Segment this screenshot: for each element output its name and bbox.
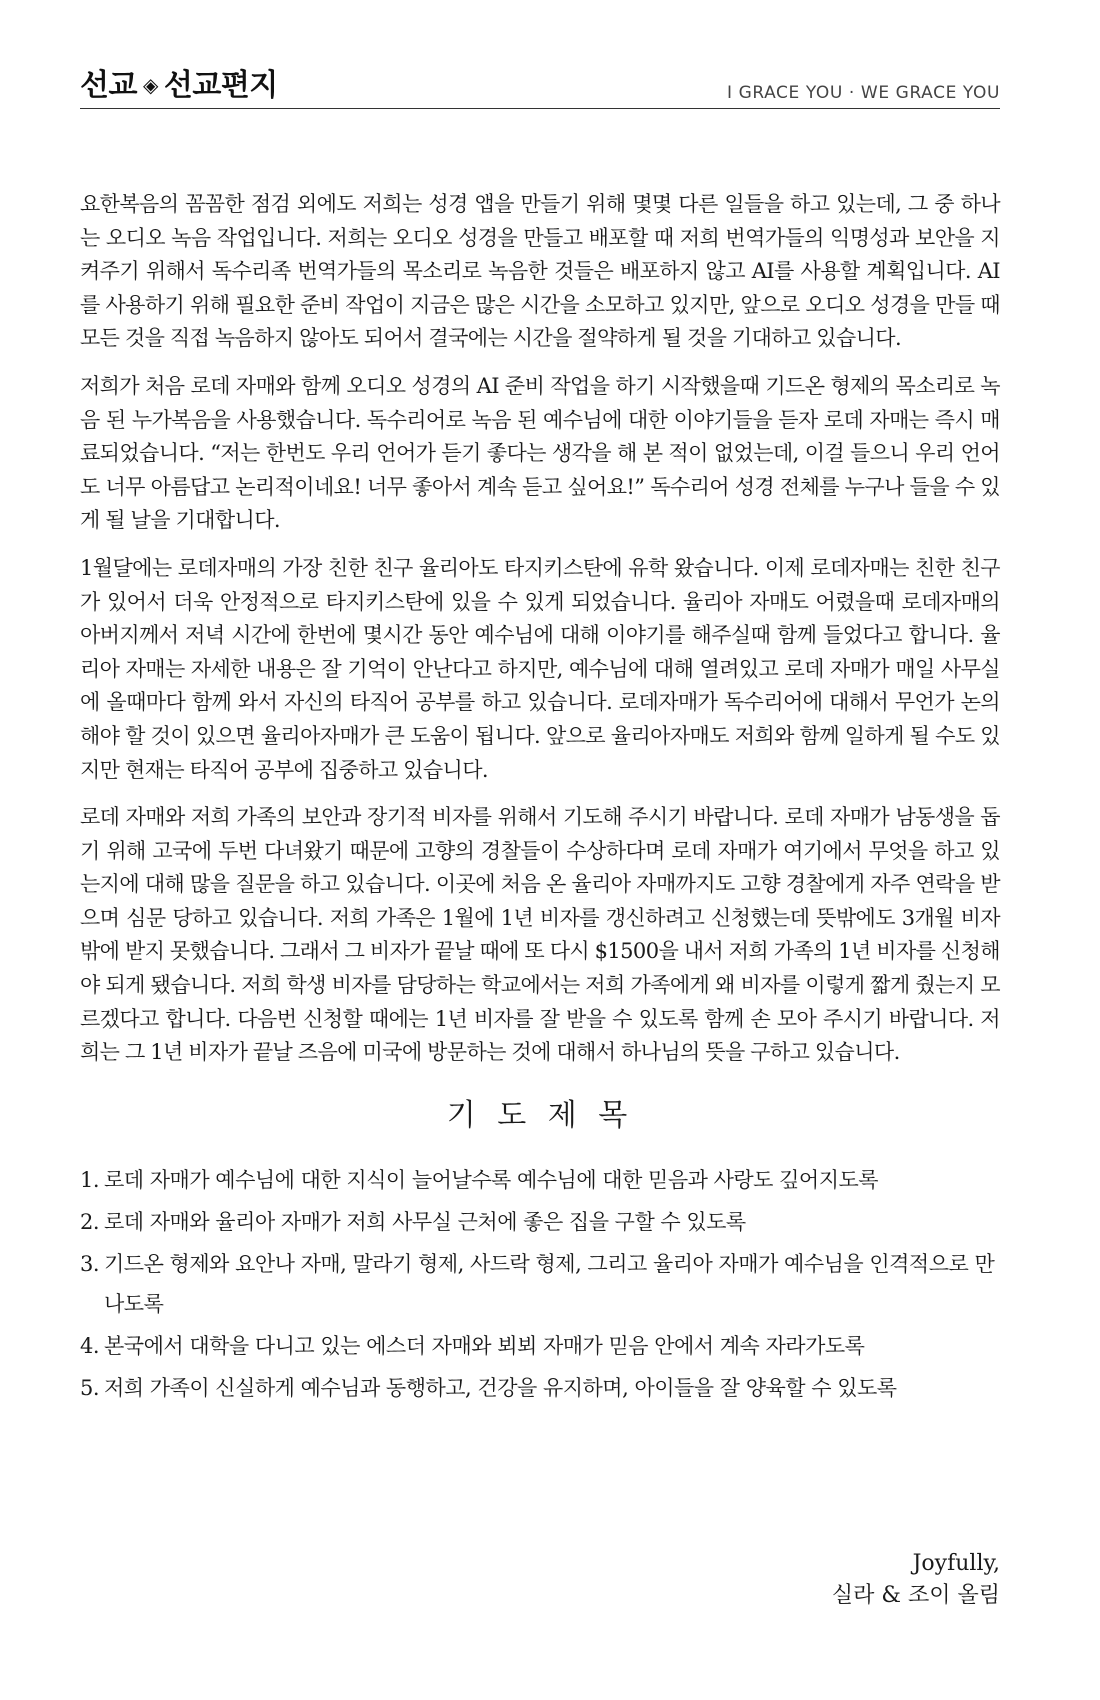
signature-text: 실라 & 조이 올림 [831, 1583, 1000, 1608]
paragraph-visa-request: 로데 자매와 저희 가족의 보안과 장기적 비자를 위해서 기도해 주시기 바랍니다. 로데 자매가 남동생을 돕기 위해 고국에 두번 다녀왔기 때문에 고향의 경찰들이 수상하다며 로데 자매가 여기에서 무엇을 하고 있는지에 대해 많을 질문을 하고 있습니다. 이곳에 처음 온 율리아 자매까지도 고향 경찰에게 자주 연락을 받으며 심문 당하고 있습니다. 저희 가족은 1월에 1년 비자를 갱신하려고 신청했는데 뜻밖에도 3개월 비자 밖에 받지 못했습니다. 그래서 그 비자가 끝날 때에 또 다시 $1500을 내서 저희 가족의 1년 비자를 신청해야 되게 됐습니다. 저희 학생 비자를 담당하는 학교에서는 저희 가족에게 왜 비자를 이렇게 짧게 줬는지 모르겠다고 합니다. 다음번 신청할 때에는 1년 비자를 잘 받을 수 있도록 함께 손 모아 주시기 바랍니다. 저희는 그 1년 비자가 끝날 즈음에 미국에 방문하는 것에 대해서 하나님의 뜻을 구하고 있습니다. [80, 805, 1000, 1065]
prayer-list [80, 1160, 1000, 1408]
header-tagline: I GRACE YOU · WE GRACE YOU [726, 83, 1000, 103]
prayer-item [80, 1160, 1000, 1200]
paragraph-ai-preparation: 저희가 처음 로데 자매와 함께 오디오 성경의 AI 준비 작업을 하기 시작했을때 기드온 형제의 목소리로 녹음 된 누가복음을 사용했습니다. 독수리어로 녹음 된 예수님에 대한 이야기들을 듣자 로데 자매는 즉시 매료되었습니다. “저는 한번도 우리 언어가 듣기 좋다는 생각을 해 본 적이 없었는데, 이걸 들으니 우리 언어도 너무 아름답고 논리적이네요! 너무 좋아서 계속 듣고 싶어요!” 독수리어 성경 전체를 누구나 들을 수 있게 될 날을 기대합니다. [80, 373, 1000, 533]
prayer-item [80, 1244, 1000, 1324]
prayer-item-text: 로데 자매가 예수님에 대한 지식이 늘어날수록 예수님에 대한 믿음과 사랑도 깊어지도록 [104, 1167, 879, 1192]
prayer-title: 기 도 제 목 [446, 1097, 634, 1133]
prayer-item-text: 저희 가족이 신실하게 예수님과 동행하고, 건강을 유지하며, 아이들을 잘 양육할 수 있도록 [104, 1375, 897, 1400]
paragraph-friend-julia: 1월달에는 로데자매의 가장 친한 친구 율리아도 타지키스탄에 유학 왔습니다. 이제 로데자매는 친한 친구가 있어서 더욱 안정적으로 타지키스탄에 있을 수 있게 되었습니다. 율리아 자매도 어렸을때 로데자매의 아버지께서 저녁 시간에 한번에 몇시간 동안 예수님에 대해 이야기를 해주실때 함께 들었다고 합니다. 율리아 자매는 자세한 내용은 잘 기억이 안난다고 하지만, 예수님에 대해 열려있고 로데 자매가 매일 사무실에 올때마다 함께 와서 자신의 타직어 공부를 하고 있습니다. 로데자매가 독수리어에 대해서 무언가 논의해야 할 것이 있으면 율리아자매가 큰 도움이 됩니다. 앞으로 율리아자매도 저희와 함께 일하게 될 수도 있지만 현재는 타직어 공부에 집중하고 있습니다. [80, 555, 1000, 782]
paragraph-audio-recording: 요한복음의 꼼꼼한 점검 외에도 저희는 성경 앱을 만들기 위해 몇몇 다른 일들을 하고 있는데, 그 중 하나는 오디오 녹음 작업입니다. 저희는 오디오 성경을 만들고 배포할 때 저희 번역가들의 익명성과 보안을 지켜주기 위해서 독수리족 번역가들의 목소리로 녹음한 것들은 배포하지 않고 AI를 사용할 계획입니다. AI 를 사용하기 위해 필요한 준비 작업이 지금은 많은 시간을 소모하고 있지만, 앞으로 오디오 성경을 만들 때 모든 것을 직접 녹음하지 않아도 되어서 결국에는 시간을 절약하게 될 것을 기대하고 있습니다. [80, 192, 1000, 351]
section-label: 선교 [80, 68, 137, 103]
page-header [80, 62, 1000, 109]
prayer-item-text: 본국에서 대학을 다니고 있는 에스더 자매와 뵈뵈 자매가 믿음 안에서 계속 자라가도록 [104, 1333, 865, 1358]
prayer-item-number: 3. [80, 1251, 100, 1276]
prayer-item-number: 4. [80, 1333, 100, 1358]
closing-text: Joyfully, [912, 1551, 1000, 1576]
prayer-item-text: 로데 자매와 율리아 자매가 저희 사무실 근처에 좋은 집을 구할 수 있도록 [104, 1209, 746, 1234]
prayer-item-number: 1. [80, 1167, 100, 1192]
section-title [80, 60, 278, 104]
letter-body [80, 188, 1000, 1410]
prayer-item [80, 1326, 1000, 1366]
prayer-item-text: 기드온 형제와 요안나 자매, 말라기 형제, 사드락 형제, 그리고 율리아 자매가 예수님을 인격적으로 만나도록 [104, 1251, 995, 1316]
prayer-item [80, 1368, 1000, 1408]
diamond-icon: ◈ [142, 73, 158, 97]
subsection-label: 선교편지 [163, 68, 278, 103]
prayer-item-number: 2. [80, 1209, 100, 1234]
prayer-item-number: 5. [80, 1375, 100, 1400]
prayer-item [80, 1202, 1000, 1242]
signoff [832, 1548, 1000, 1612]
